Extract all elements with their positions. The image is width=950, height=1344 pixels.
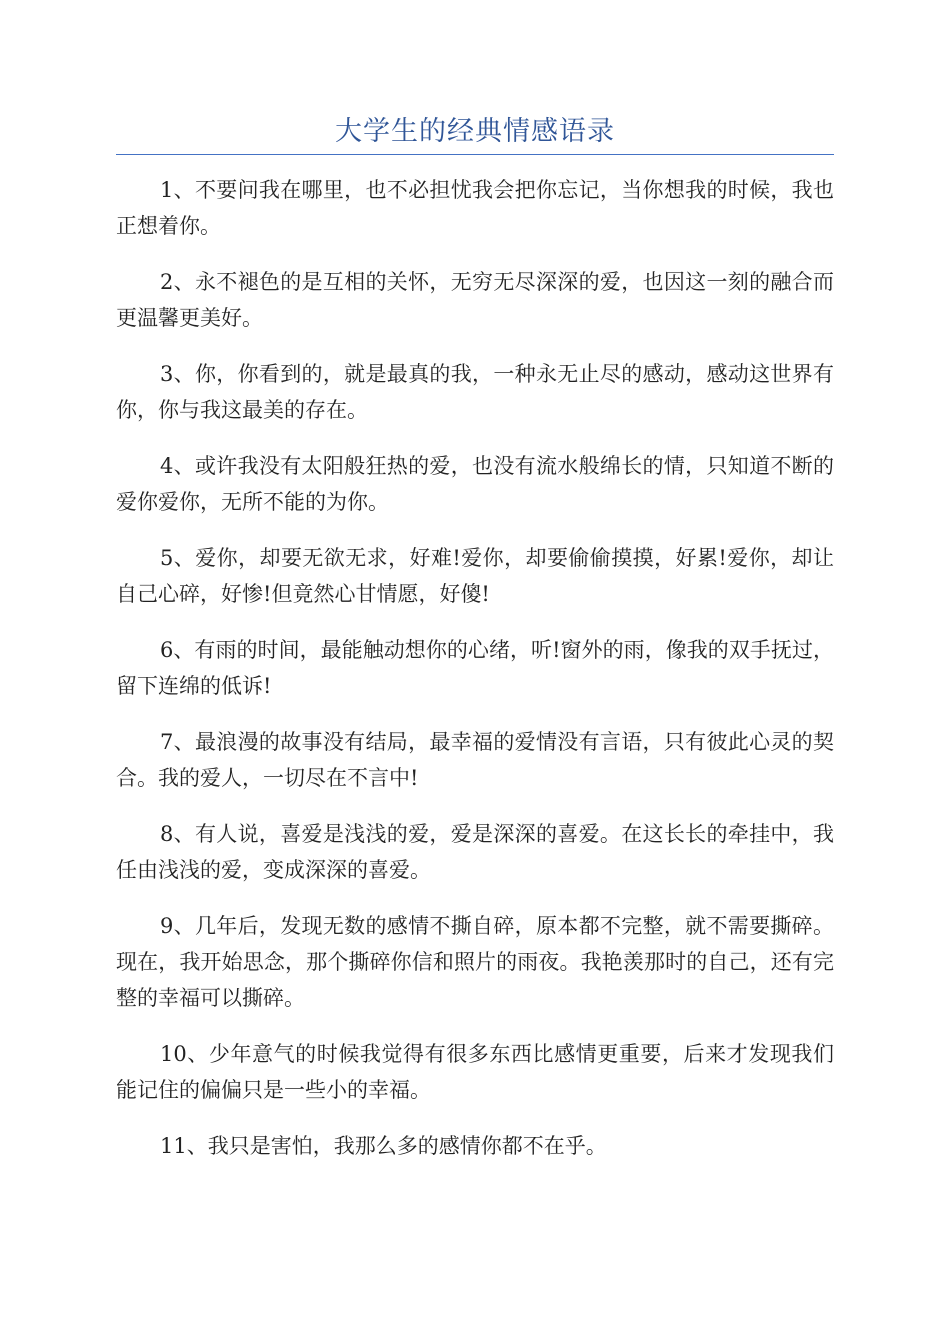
quote-paragraph-1: 1、不要问我在哪里，也不必担忧我会把你忘记，当你想我的时候，我也正想着你。: [116, 178, 834, 238]
quote-paragraph-11: 11、我只是害怕，我那么多的感情你都不在乎。: [160, 1134, 607, 1158]
quote-paragraph-4: 4、或许我没有太阳般狂热的爱，也没有流水般绵长的情，只知道不断的爱你爱你，无所不能的为你。: [116, 454, 834, 514]
document-body: [116, 172, 834, 1184]
quote-paragraph-3: 3、你，你看到的，就是最真的我，一种永无止尽的感动，感动这世界有你，你与我这最美的存在。: [116, 362, 834, 422]
quote-paragraph-8: 8、有人说，喜爱是浅浅的爱，爱是深深的喜爱。在这长长的牵挂中，我任由浅浅的爱，变成深深的喜爱。: [116, 822, 834, 882]
quote-paragraph-9: 9、几年后，发现无数的感情不撕自碎，原本都不完整，就不需要撕碎。现在，我开始思念，那个撕碎你信和照片的雨夜。我艳羡那时的自己，还有完整的幸福可以撕碎。: [116, 914, 834, 1010]
quote-paragraph-10: 10、少年意气的时候我觉得有很多东西比感情更重要，后来才发现我们能记住的偏偏只是一些小的幸福。: [116, 1042, 834, 1102]
quote-paragraph-2: 2、永不褪色的是互相的关怀，无穷无尽深深的爱，也因这一刻的融合而更温馨更美好。: [116, 270, 834, 330]
quote-paragraph-6: 6、有雨的时间，最能触动想你的心绪，听!窗外的雨，像我的双手抚过，留下连绵的低诉!: [116, 638, 834, 698]
quote-paragraph-7: 7、最浪漫的故事没有结局，最幸福的爱情没有言语，只有彼此心灵的契合。我的爱人，一切尽在不言中!: [116, 730, 834, 790]
document-title: 大学生的经典情感语录: [335, 116, 615, 147]
title-underline: [116, 154, 834, 155]
quote-paragraph-5: 5、爱你，却要无欲无求，好难!爱你，却要偷偷摸摸，好累!爱你，却让自己心碎，好惨!但竟然心甘情愿，好傻!: [116, 546, 834, 606]
